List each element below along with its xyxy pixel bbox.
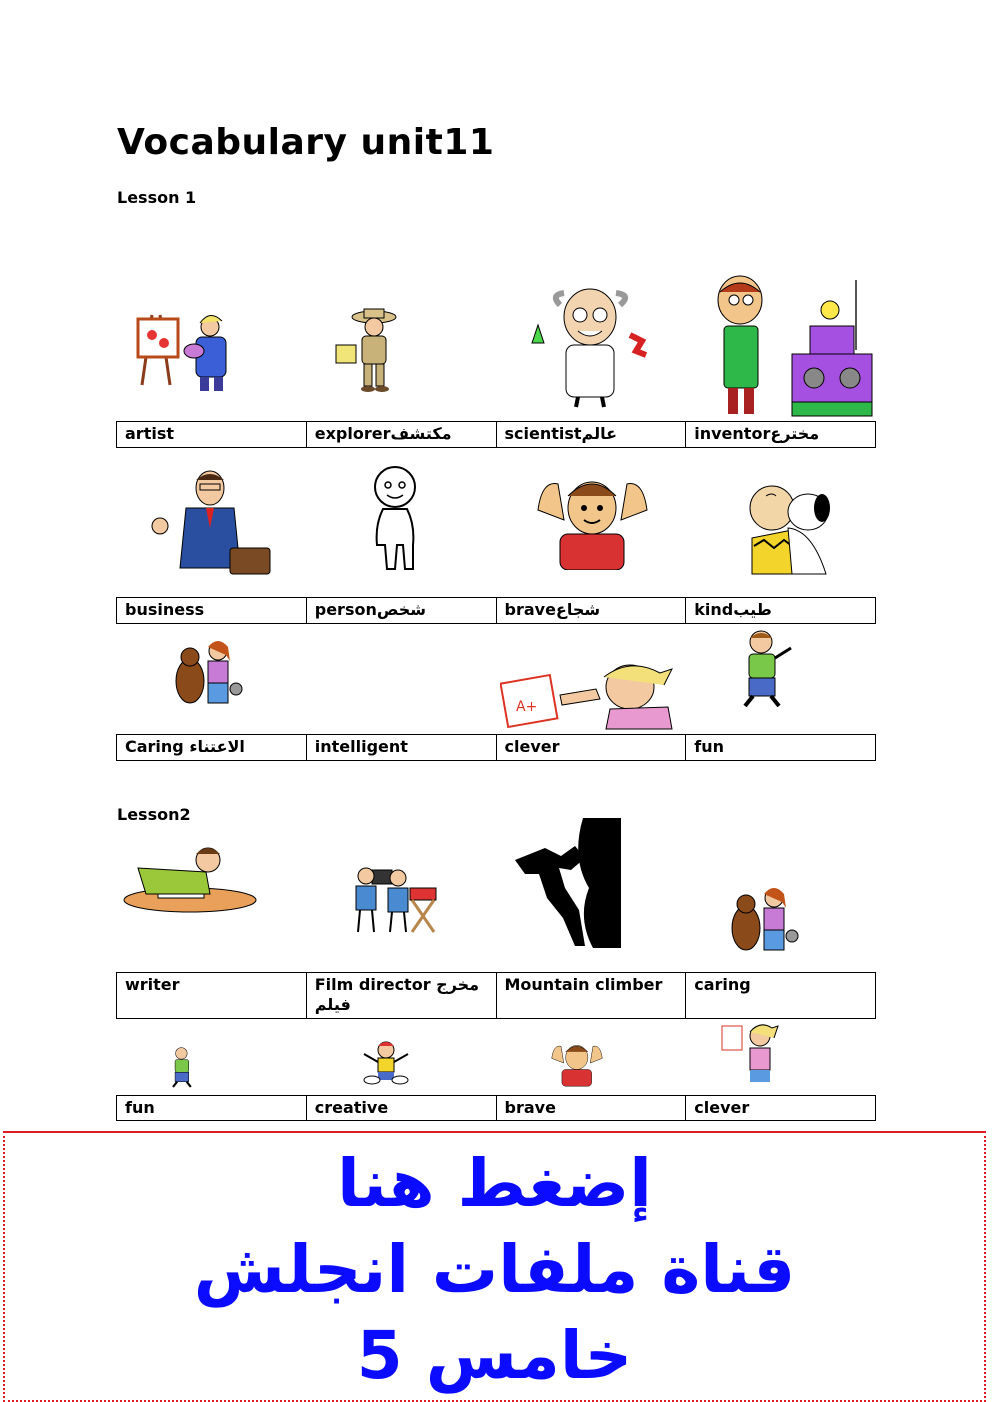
lesson2-heading: Lesson2 bbox=[117, 805, 191, 824]
vocab-cell: braveشجاع bbox=[496, 598, 686, 624]
lesson2-table-row-2 bbox=[116, 1095, 876, 1121]
creative-kid-illustration bbox=[358, 1040, 414, 1086]
vocab-cell: caring bbox=[686, 973, 876, 1019]
lesson1-table-row-2 bbox=[116, 597, 876, 624]
vocab-cell: intelligent bbox=[306, 735, 496, 761]
film-director-illustration bbox=[350, 860, 440, 935]
page-title: Vocabulary unit11 bbox=[117, 122, 495, 163]
vocab-cell: personشخص bbox=[306, 598, 496, 624]
vocab-cell: Mountain climber bbox=[496, 973, 686, 1019]
scientist-illustration bbox=[520, 285, 660, 410]
caring-girl-dog-illustration bbox=[172, 635, 247, 710]
vocab-cell: explorerمكتشف bbox=[306, 422, 496, 448]
vocab-cell: business bbox=[117, 598, 307, 624]
vocab-cell: kindطيب bbox=[686, 598, 876, 624]
caring-girl-dog-illustration bbox=[728, 882, 803, 957]
clever-girl-small-illustration bbox=[720, 1020, 780, 1086]
inventor-illustration bbox=[710, 270, 875, 420]
vocab-cell: scientistعالم bbox=[496, 422, 686, 448]
vocab-cell: writer bbox=[117, 973, 307, 1019]
lesson1-table-row-3 bbox=[116, 734, 876, 761]
explorer-illustration bbox=[330, 305, 420, 395]
fun-boy-small-illustration bbox=[165, 1046, 203, 1088]
promo-grade-label[interactable]: خامس 5 bbox=[356, 1317, 633, 1394]
fun-boy-illustration bbox=[735, 628, 797, 708]
vocab-cell: fun bbox=[686, 735, 876, 761]
vocab-cell: clever bbox=[686, 1096, 876, 1121]
vocab-cell: artist bbox=[117, 422, 307, 448]
brave-boy-illustration bbox=[530, 470, 655, 570]
svg-text:A+: A+ bbox=[516, 699, 538, 715]
vocab-cell: Caring الاعتناء bbox=[117, 735, 307, 761]
charlie-snoopy-illustration bbox=[742, 478, 837, 578]
artist-illustration bbox=[130, 305, 250, 395]
brave-boy-small-illustration bbox=[548, 1038, 606, 1088]
businessman-illustration bbox=[148, 468, 278, 578]
writer-illustration bbox=[118, 842, 258, 917]
vocab-cell: inventorمخترع bbox=[686, 422, 876, 448]
clever-girl-report-card-illustration bbox=[500, 655, 680, 730]
person-illustration bbox=[365, 465, 425, 575]
lesson2-table-row-1 bbox=[116, 972, 876, 1019]
vocab-cell: clever bbox=[496, 735, 686, 761]
mountain-climber-illustration bbox=[505, 818, 623, 950]
lesson1-table-row-1 bbox=[116, 421, 876, 448]
vocab-cell: Film director مخرج فيلم bbox=[306, 973, 496, 1019]
vocab-cell: brave bbox=[496, 1096, 686, 1121]
promo-channel-name[interactable]: قناة ملفات انجلش bbox=[193, 1231, 796, 1308]
lesson1-heading: Lesson 1 bbox=[117, 188, 197, 207]
promo-click-here-link[interactable]: إضغط هنا bbox=[337, 1145, 652, 1222]
promo-banner[interactable] bbox=[3, 1131, 986, 1402]
vocab-cell: fun bbox=[117, 1096, 307, 1121]
vocab-cell: creative bbox=[306, 1096, 496, 1121]
